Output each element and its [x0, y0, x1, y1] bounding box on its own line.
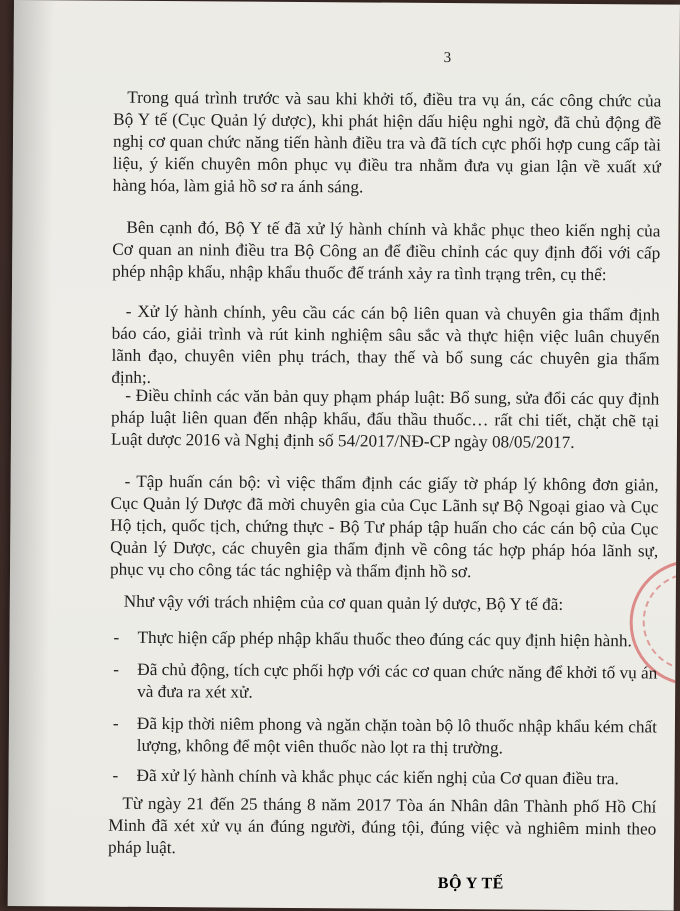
paragraph-summary-intro: Như vậy với trách nhiệm của cơ quan quản lý dược, Bộ Y tế đã: — [123, 591, 564, 614]
bullet-dash: - — [112, 765, 119, 785]
page-number: 3 — [443, 50, 452, 67]
list-item-text: Đã chủ động, tích cực phối hợp với các cơ quan chức năng để khởi tố vụ án và đưa ra xét xử. — [137, 659, 658, 702]
list-item-text: Đã kịp thời niêm phong và ngăn chặn toàn bộ lô thuốc nhập khẩu kém chất lượng, không để một viên thuốc nào lọt ra thị trường. — [136, 713, 658, 758]
bullet-dash: - — [113, 627, 120, 647]
paragraph-handling: - Xử lý hành chính, yêu cầu các cán bộ liên quan và chuyên gia thẩm định báo cáo, giải trình và rút kinh nghiệm sâu sắc và thực hiện việc luân chuyển lãnh đạo, chuyên viên phụ trách, thay thế và bổ sung các chuyên gia thẩm định;. — [111, 301, 660, 387]
list-item — [109, 713, 657, 761]
paragraph-administrative: Bên cạnh đó, Bộ Y tế đã xử lý hành chính và khắc phục theo kiến nghị của Cơ quan an ninh điều tra Bộ Công an để điều chỉnh các quy định đối với cấp phép nhập khẩu, nhập khẩu thuốc để tránh xảy ra tình trạng trên, cụ thể: — [112, 217, 661, 285]
bullet-dash: - — [113, 659, 120, 679]
paragraph-training: - Tập huấn cán bộ: vì việc thẩm định các giấy tờ pháp lý không đơn giản, Cục Quản lý Dược đã mời chuyên gia của Cục Lãnh sự Bộ Ngoại giao và Cục Hộ tịch, quốc tịch, chứng thực - Bộ Tư pháp tập huấn cho các cán bộ của Cục Quản lý Dược, các chuyên gia thẩm định về công tác hợp pháp hóa lãnh sự, phục vụ cho công tác tác nghiệp và thẩm định hồ sơ. — [109, 471, 659, 582]
paragraph-legal-adjustment: - Điều chỉnh các văn bản quy phạm pháp luật: Bổ sung, sửa đổi các quy định pháp luật liên quan đến nhập khẩu, đấu thầu thuốc… rất chi tiết, chặt chẽ tại Luật dược 2016 và Nghị định số 54/2017/NĐ-CP ngày 08/05/2017. — [110, 385, 660, 452]
list-item — [109, 659, 657, 707]
document-body — [108, 1, 662, 858]
bullet-dash: - — [112, 713, 119, 733]
signature-line: BỘ Y TẾ — [437, 874, 504, 893]
list-item — [109, 627, 657, 653]
page-edge-shadow — [8, 0, 54, 906]
list-item-text: Đã xử lý hành chính và khắc phục các kiến nghị của Cơ quan điều tra. — [136, 765, 619, 789]
paragraph-closing: Từ ngày 21 đến 25 tháng 8 năm 2017 Tòa án Nhân dân Thành phố Hồ Chí Minh đã xét xử vụ án đúng người, đúng tội, đúng việc và nghiêm minh theo pháp luật. — [108, 793, 657, 858]
paragraph-investigation: Trong quá trình trước và sau khi khởi tố, điều tra vụ án, các công chức của Bộ Y tế (Cục Quản lý dược), khi phát hiện dấu hiệu nghi ngờ, đã chủ động đề nghị cơ quan chức năng tiến hành điều tra và đã tích cực phối hợp cung cấp tài liệu, ý kiến chuyên môn phục vụ điều tra nhằm đưa vụ gian lận về xuất xứ hàng hóa, làm giả hồ sơ ra ánh sáng. — [112, 87, 662, 197]
document-page — [8, 0, 680, 911]
list-item — [109, 765, 657, 791]
list-item-text: Thực hiện cấp phép nhập khẩu thuốc theo đúng các quy định hiện hành. — [137, 627, 632, 651]
